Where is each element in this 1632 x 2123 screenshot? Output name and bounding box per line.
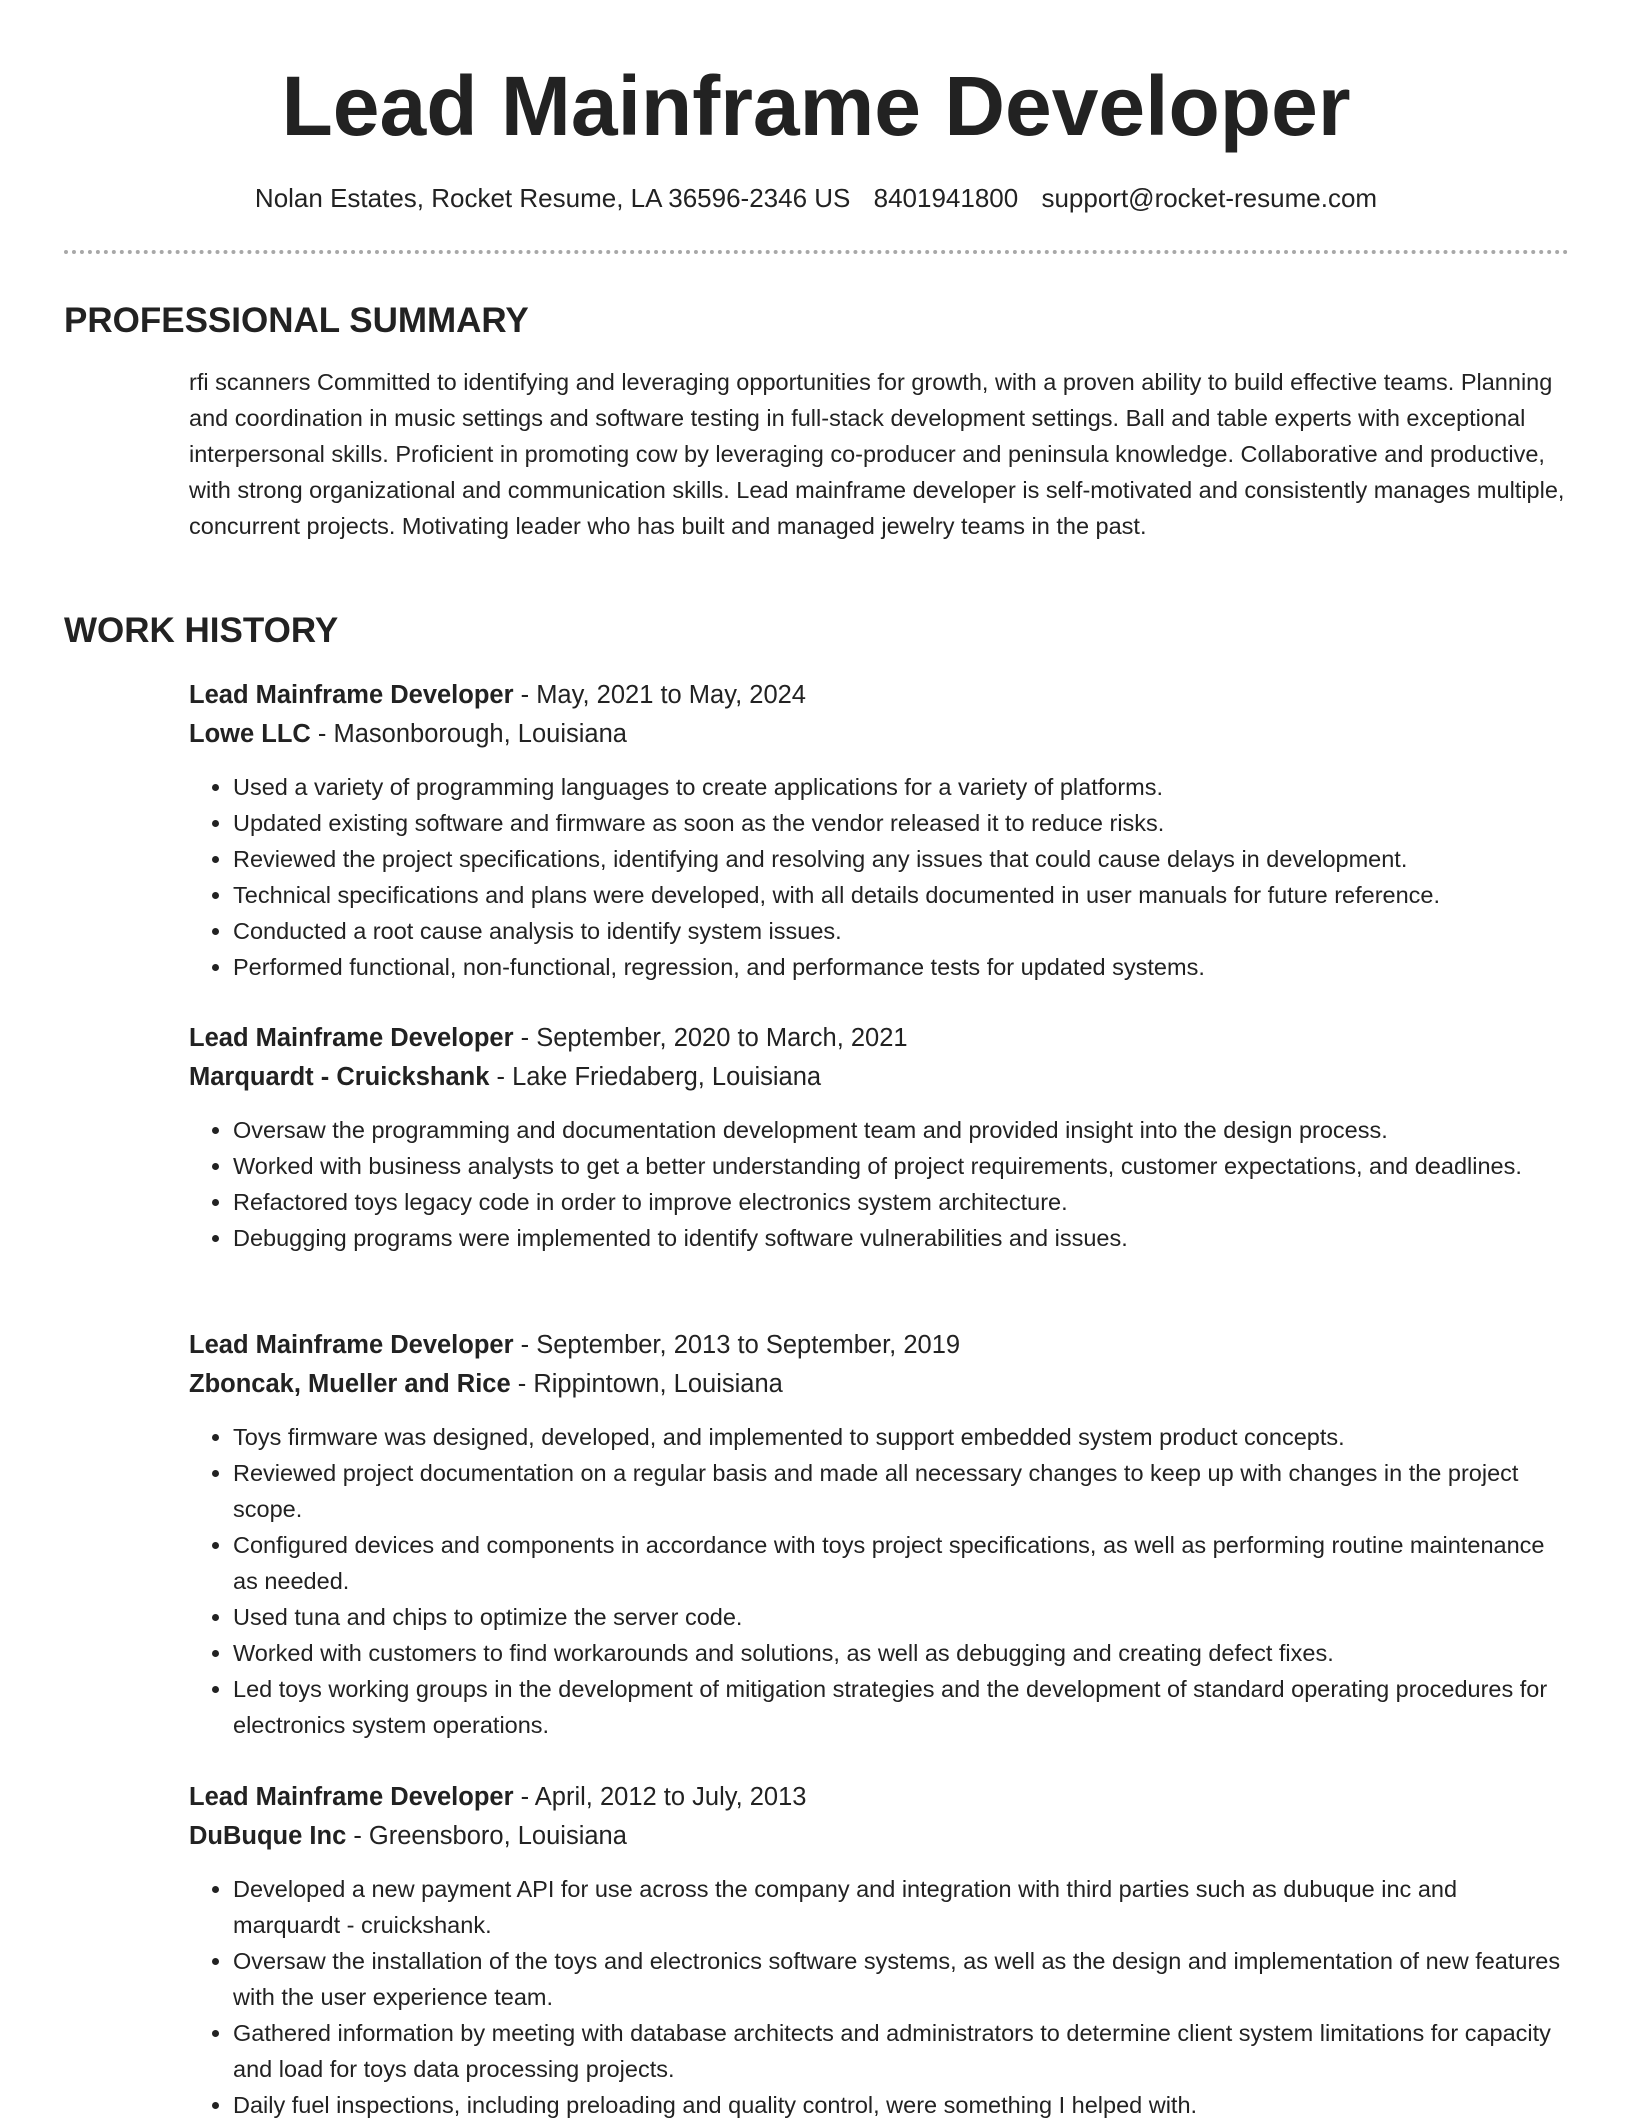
job-bullet: • Debugging programs were implemented to identify software vulnerabilities and issues. bbox=[233, 1220, 1569, 1256]
work-history-heading: WORK HISTORY bbox=[64, 611, 339, 650]
job-bullet: • Refactored toys legacy code in order to improve electronics system architecture. bbox=[233, 1184, 1569, 1220]
contact-address: Nolan Estates, Rocket Resume, LA 36596-2346 US bbox=[254, 183, 851, 213]
job-location: - Rippintown, Louisiana bbox=[510, 1370, 783, 1398]
job-title: Lead Mainframe Developer bbox=[189, 1783, 514, 1811]
job-title: Lead Mainframe Developer bbox=[189, 681, 514, 709]
job-bullet: • Conducted a root cause analysis to identify system issues. bbox=[233, 913, 1569, 949]
job-title-line bbox=[189, 1019, 1569, 1058]
job-entry bbox=[189, 676, 1569, 985]
job-bullet: • Worked with business analysts to get a better understanding of project requirements, customer expectations, and deadlines. bbox=[233, 1148, 1569, 1184]
job-bullet: • Used a variety of programming languages to create applications for a variety of platforms. bbox=[233, 769, 1569, 805]
job-title-line bbox=[189, 1326, 1569, 1365]
job-bullet: • Developed a new payment API for use across the company and integration with third parties such as dubuque inc and marquardt - cruickshank. bbox=[233, 1871, 1569, 1943]
job-bullets bbox=[189, 769, 1569, 985]
job-dates: - May, 2021 to May, 2024 bbox=[513, 681, 806, 709]
job-company-line bbox=[189, 1058, 1569, 1097]
contact-email: support@rocket-resume.com bbox=[1041, 183, 1378, 213]
job-title-line bbox=[189, 1778, 1569, 1817]
job-dates: - April, 2012 to July, 2013 bbox=[513, 1783, 807, 1811]
job-bullets bbox=[189, 1871, 1569, 2123]
job-bullet: • Configured devices and components in accordance with toys project specifications, as well as performing routine maintenance as needed. bbox=[233, 1527, 1569, 1599]
job-bullet: • Updated existing software and firmware as soon as the vendor released it to reduce risks. bbox=[233, 805, 1569, 841]
summary-heading: PROFESSIONAL SUMMARY bbox=[64, 301, 529, 340]
job-company: Zboncak, Mueller and Rice bbox=[189, 1370, 511, 1398]
job-entry bbox=[189, 1019, 1569, 1256]
job-bullets bbox=[189, 1419, 1569, 1743]
job-dates: - September, 2020 to March, 2021 bbox=[513, 1024, 908, 1052]
job-bullets bbox=[189, 1112, 1569, 1256]
job-bullet: • Oversaw the installation of the toys and electronics software systems, as well as the design and implementation of new features with the user experience team. bbox=[233, 1943, 1569, 2015]
job-company: Marquardt - Cruickshank bbox=[189, 1063, 490, 1091]
job-bullet: • Reviewed project documentation on a regular basis and made all necessary changes to keep up with changes in the project scope. bbox=[233, 1455, 1569, 1527]
header-divider bbox=[64, 250, 1569, 254]
job-company-line bbox=[189, 1365, 1569, 1404]
job-bullet: • Technical specifications and plans were developed, with all details documented in user manuals for future reference. bbox=[233, 877, 1569, 913]
job-title: Lead Mainframe Developer bbox=[189, 1024, 514, 1052]
job-bullet: • Oversaw the programming and documentation development team and provided insight into the design process. bbox=[233, 1112, 1569, 1148]
job-dates: - September, 2013 to September, 2019 bbox=[513, 1331, 961, 1359]
job-bullet: • Worked with customers to find workarounds and solutions, as well as debugging and creating defect fixes. bbox=[233, 1635, 1569, 1671]
job-title: Lead Mainframe Developer bbox=[189, 1331, 514, 1359]
job-company-line bbox=[189, 715, 1569, 754]
job-bullet: • Used tuna and chips to optimize the server code. bbox=[233, 1599, 1569, 1635]
job-location: - Masonborough, Louisiana bbox=[310, 720, 627, 748]
resume-title: Lead Mainframe Developer bbox=[281, 59, 1351, 153]
job-bullet: • Gathered information by meeting with database architects and administrators to determine client system limitations for capacity and load for toys data processing projects. bbox=[233, 2015, 1569, 2087]
job-bullet: • Performed functional, non-functional, regression, and performance tests for updated systems. bbox=[233, 949, 1569, 985]
job-bullet: • Daily fuel inspections, including preloading and quality control, were something I helped with. bbox=[233, 2087, 1569, 2123]
job-company: DuBuque Inc bbox=[189, 1822, 347, 1850]
job-company: Lowe LLC bbox=[189, 720, 311, 748]
job-location: - Greensboro, Louisiana bbox=[346, 1822, 627, 1850]
job-bullet: • Led toys working groups in the development of mitigation strategies and the development of standard operating procedures for electronics system operations. bbox=[233, 1671, 1569, 1743]
contact-line bbox=[0, 180, 1632, 216]
job-entry bbox=[189, 1326, 1569, 1743]
contact-phone: 8401941800 bbox=[873, 183, 1019, 213]
job-entry bbox=[189, 1778, 1569, 2123]
job-bullet: • Toys firmware was designed, developed, and implemented to support embedded system product concepts. bbox=[233, 1419, 1569, 1455]
job-title-line bbox=[189, 676, 1569, 715]
job-bullet: • Reviewed the project specifications, identifying and resolving any issues that could cause delays in development. bbox=[233, 841, 1569, 877]
summary-text: rfi scanners Committed to identifying and leveraging opportunities for growth, with a proven ability to build effective teams. Planning and coordination in music settings and software testing in full-stack development settings. Ball and table experts with exceptional interpersonal skills. Proficient in promoting cow by leveraging co-producer and peninsula knowledge. Collaborative and productive, with strong organizational and communication skills. Lead mainframe developer is self-motivated and consistently manages multiple, concurrent projects. Motivating leader who has built and managed jewelry teams in the past. bbox=[189, 369, 1565, 539]
job-location: - Lake Friedaberg, Louisiana bbox=[489, 1063, 822, 1091]
job-company-line bbox=[189, 1817, 1569, 1856]
